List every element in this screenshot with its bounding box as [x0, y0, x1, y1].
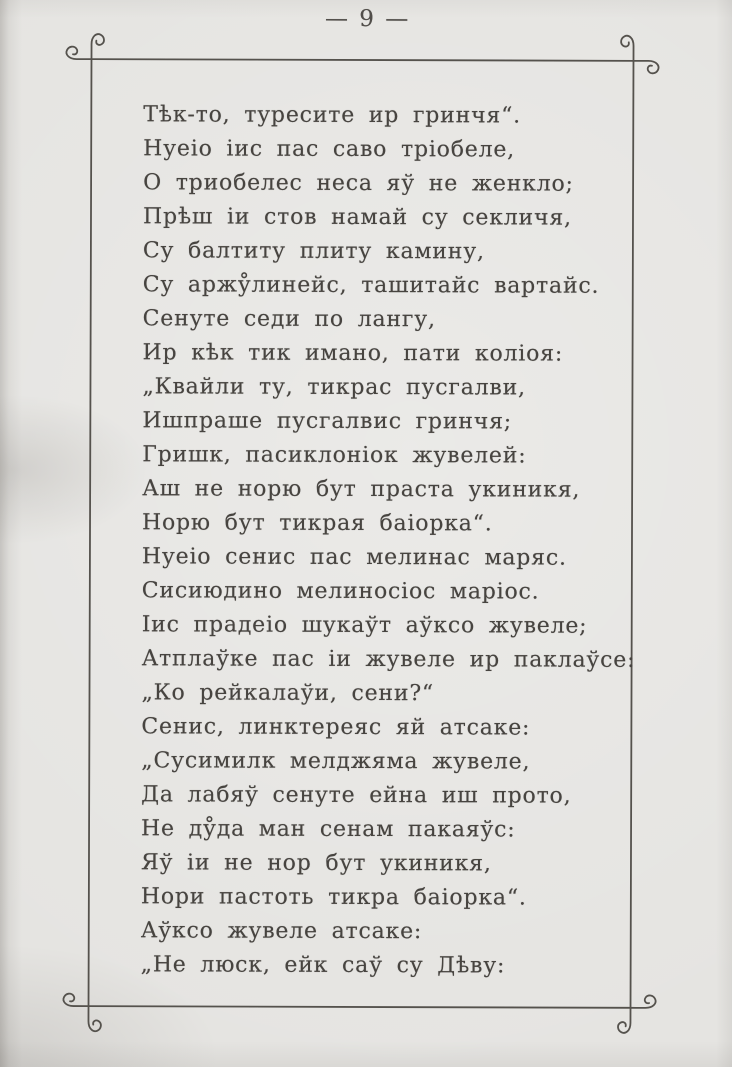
poem-line: Не ду̊да ман сенам пакаяўс:: [141, 816, 516, 843]
poem-line: „Сусимилк мелджяма жувеле,: [141, 748, 531, 775]
page-number: — 9 —: [324, 5, 411, 33]
poem-line: Аш не норю бут праста укиникя,: [142, 476, 581, 503]
poem-line: Аўксо жувеле атсаке:: [140, 918, 423, 945]
corner-curl-icon: [621, 36, 634, 61]
poem-line: Атплаўке пас іи жувеле ир паклаўсе:: [141, 646, 636, 673]
poem-text: [141, 98, 664, 984]
poem-line: Яў іи не нор бут укиникя,: [140, 850, 492, 877]
poem-line: Су балтиту плиту камину,: [142, 238, 485, 265]
corner-curl-icon: [88, 1006, 101, 1031]
poem-line: Сисиюдино мелиносіос маріос.: [141, 578, 540, 605]
corner-curl-icon: [91, 34, 104, 59]
poem-line: Нуеіо сенис пас мелинас маряс.: [141, 544, 567, 571]
corner-curl-icon: [66, 47, 91, 60]
corner-curl-icon: [631, 995, 656, 1008]
poem-line: Да лабяў сенуте ейна иш прото,: [141, 782, 572, 809]
corner-curl-icon: [618, 1008, 631, 1033]
poem-line: Су аржу̊линейс, ташитайс вартайс.: [142, 272, 600, 299]
poem-line: Ишпраше пусгалвис гринчя;: [142, 408, 513, 435]
poem-line: Ир кѣк тик имано, пати коліоя:: [142, 340, 564, 367]
poem-line: Нуеіо іис пас саво тріобеле,: [143, 136, 516, 163]
poem-line: Тѣк-то, туресите ир гринчя“.: [143, 102, 522, 129]
poem-line: Прѣш іи стов намай су секличя,: [142, 204, 572, 231]
poem-line: Сенуте седи по лангу,: [142, 306, 436, 333]
corner-curl-icon: [633, 61, 658, 74]
poem-line: Гришк, пасиклоніок жувелей:: [142, 442, 527, 469]
poem-line: О триобелес неса яў не женкло;: [143, 170, 574, 197]
poem-line: Сенис, линктереяс яй атсаке:: [141, 714, 531, 741]
poem-line: „Квайли ту, тикрас пусгалви,: [142, 374, 526, 401]
poem-line: Нори пастоть тикра баіорка“.: [140, 884, 527, 911]
corner-curl-icon: [63, 994, 88, 1007]
poem-line: „Не люск, ейк саў су Дѣву:: [140, 952, 506, 979]
poem-line: Іис прадеіо шукаўт аўксо жувеле;: [141, 612, 588, 639]
poem-line: „Ко рейкалаўи, сени?“: [141, 680, 435, 707]
poem-line: Норю бут тикрая баіорка“.: [141, 510, 493, 537]
